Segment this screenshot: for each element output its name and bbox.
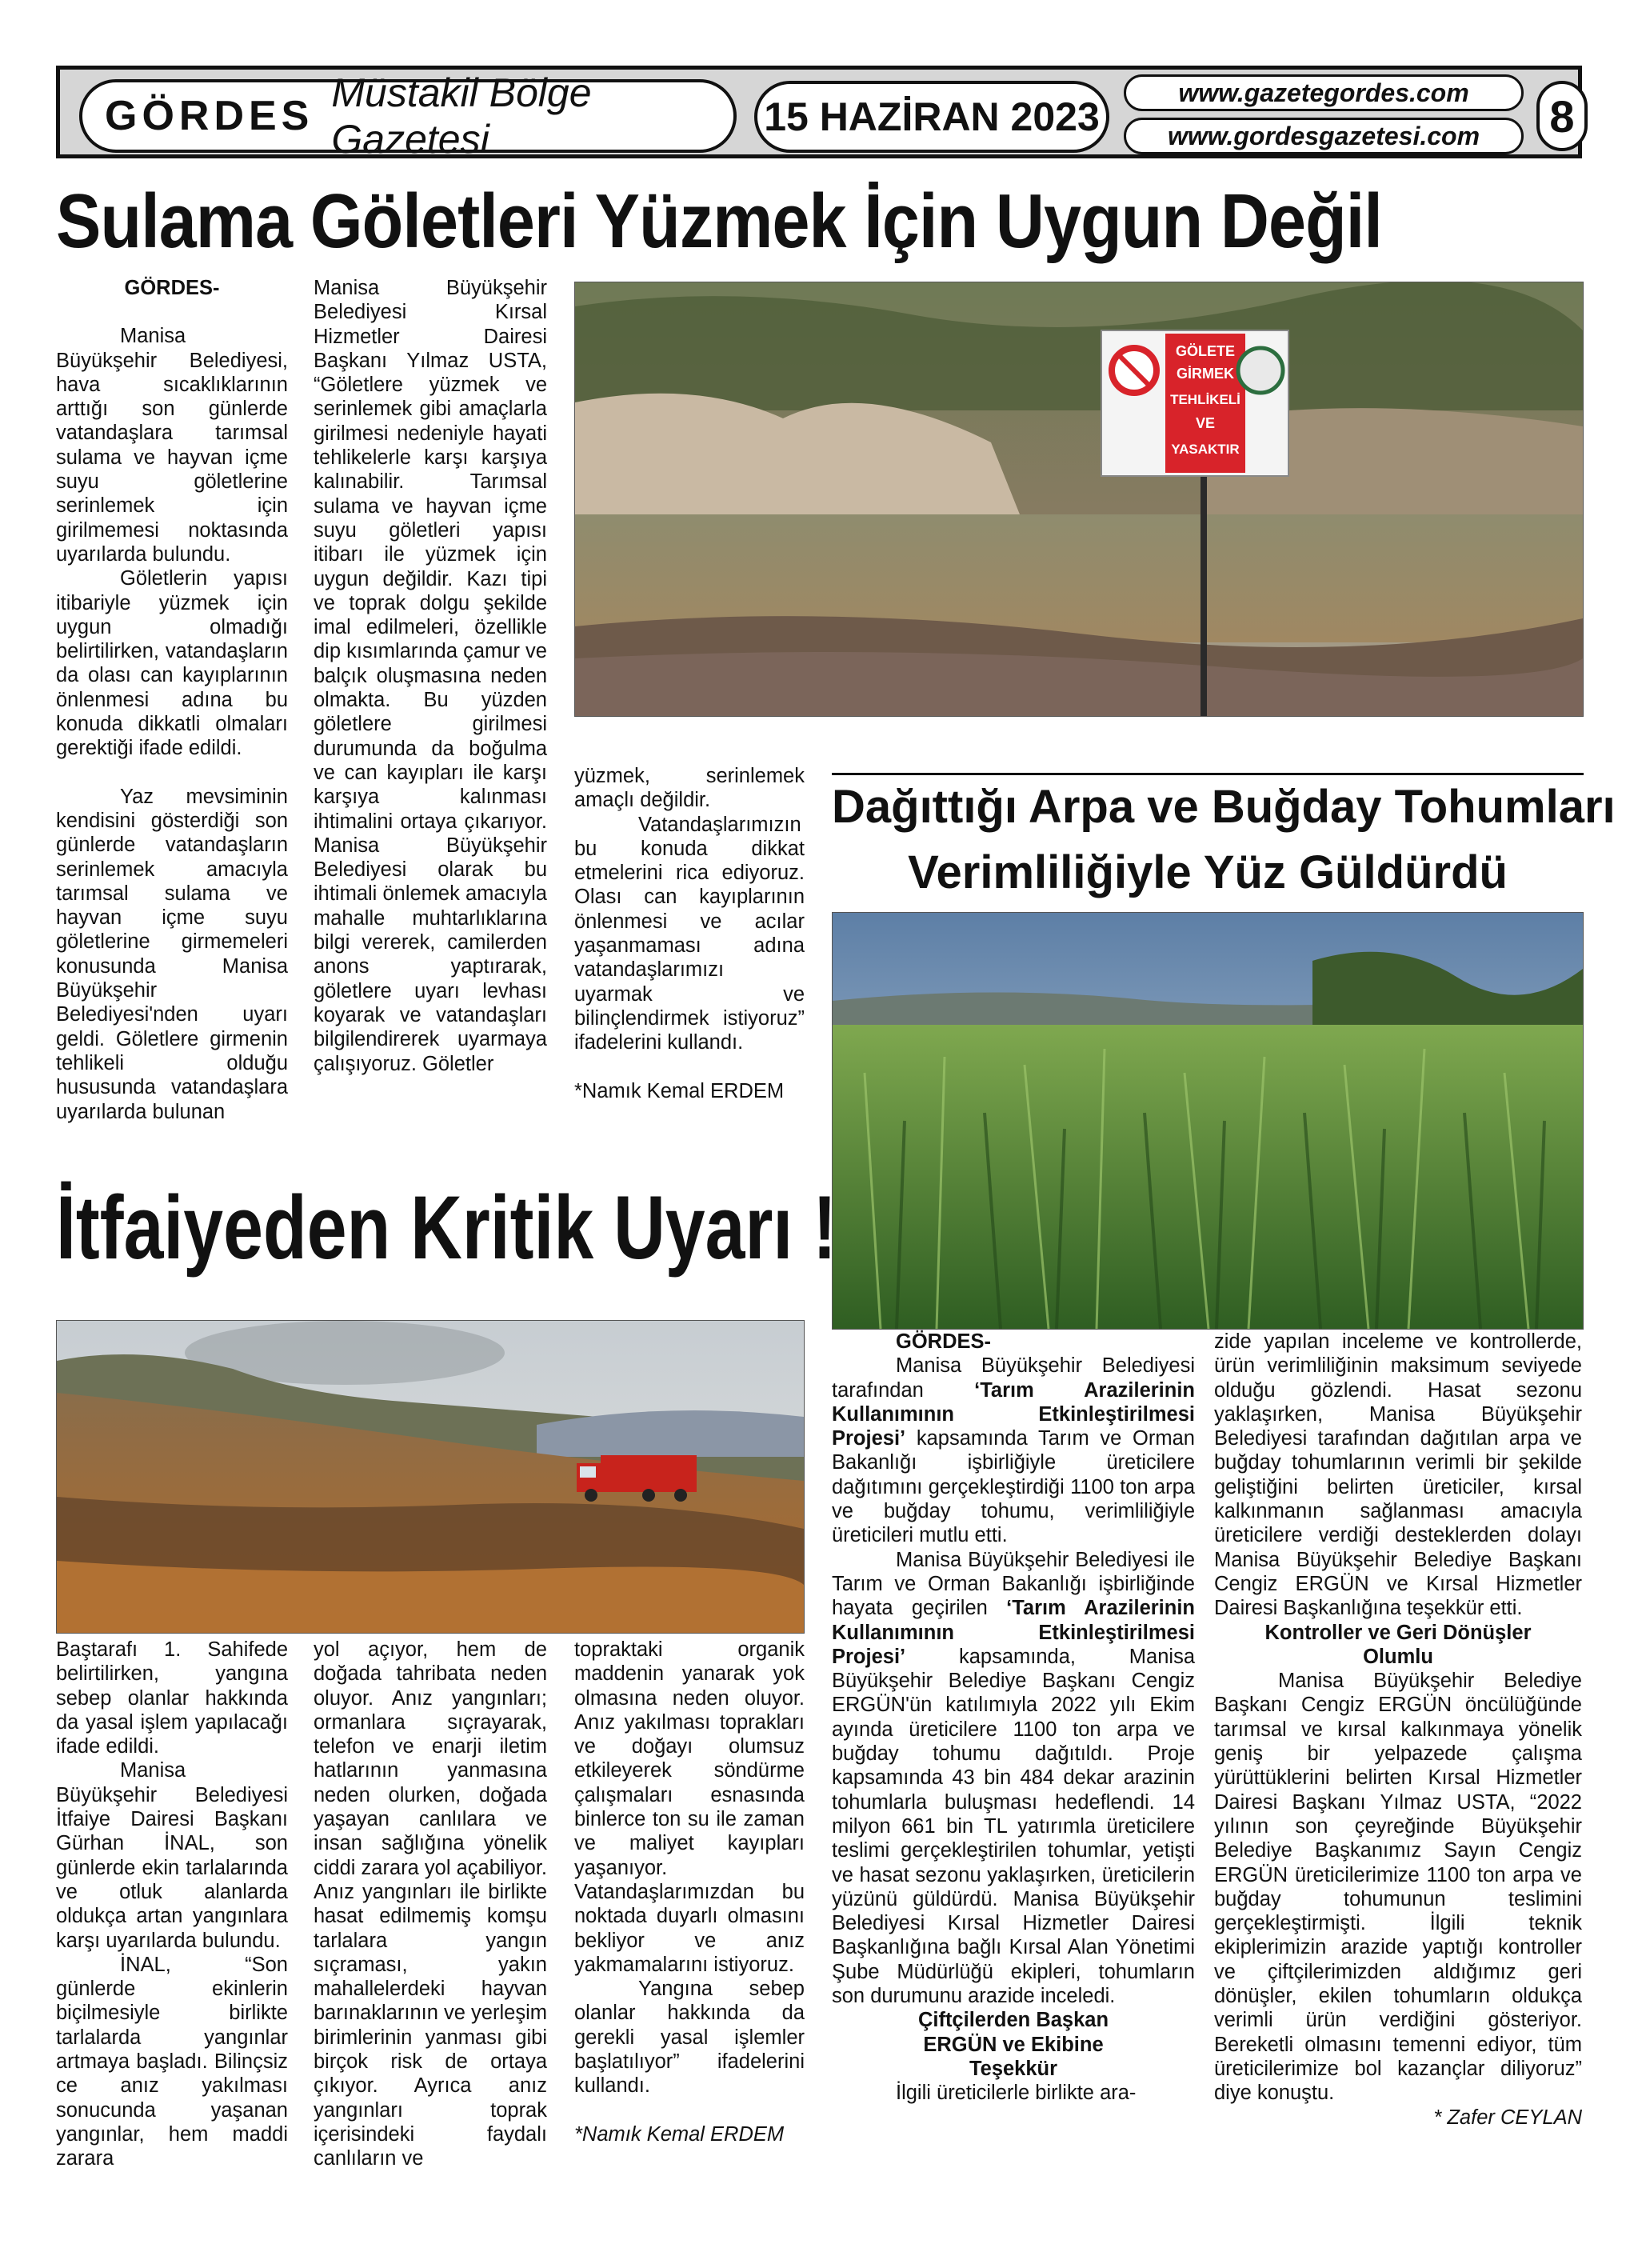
article3-column-1	[56, 1638, 288, 2171]
text-run: Manisa Büyükşehir Belediyesi tarafından	[832, 1354, 1195, 1402]
sign-line-2: GİRMEK	[1177, 366, 1234, 382]
byline: *Namık Kemal ERDEM	[574, 2122, 785, 2146]
byline: *Namık Kemal ERDEM	[574, 1079, 785, 1102]
paragraph: yüzmek, serinlemek amaçlı değildir.	[574, 765, 805, 812]
paragraph	[832, 1548, 1195, 2009]
wheat-field-photo	[832, 912, 1584, 1330]
dateline: GÖRDES-	[124, 277, 220, 299]
pond-warning-sign-photo	[574, 282, 1584, 717]
text-run: Manisa Büyükşehir Belediyesi ile Tarım ve Orman Bakanlığı işbirliğinde hayata geçirilen	[832, 1548, 1195, 1620]
paragraph: İlgili üreticilerle birlikte ara-	[896, 2082, 1137, 2105]
paper-subtitle: Müstakil Bölge Gazetesi	[331, 70, 592, 162]
website-link-2[interactable]: www.gordesgazetesi.com	[1124, 118, 1524, 154]
website-link-1[interactable]: www.gazetegordes.com	[1124, 74, 1524, 111]
headline-seeds-line-1: Dağıttığı Arpa ve Buğday Tohumları	[832, 781, 1616, 833]
page-number: 8	[1536, 81, 1588, 151]
paragraph: Yangına sebep olanlar hakkında da gerekli yasal işlemler başlatılıyor” ifadelerini kullandı.	[574, 1978, 805, 2098]
brand-box	[79, 70, 737, 162]
text-run: kapsamında, Manisa Büyükşehir Belediye Başkanı Cengiz ERGÜN'ün katılımıyla 2022 yılı Ekim ayında üreticilere 1100 ton arpa ve buğday tohumu dağıtıldı. Proje kapsamında 43 bin 484 dekar arazinin tohumlarla buluşması hedeflendi. 14 milyon 661 bin TL yatırımla üreticilere teslimi gerçekleştirilen tohumlar, yetişti ve hasat sezonu yaklaşırken, üreticilerin yüzünü güldürdü. Manisa Büyükşehir Belediyesi Kırsal Hizmetler Dairesi Başkanlığına bağlı Kırsal Alan Yönetimi Şube Müdürlüğü ekipleri, tohumların son durumunu arazide inceledi.	[832, 1645, 1195, 2008]
paragraph: Yaz mevsiminin kendisini gösterdiği son günlerde vatandaşların serinlemek amacıyla tarımsal sulama ve hayvan içme suyu göletlerine girmemeleri konusunda Manisa Büyükşehir Belediyesi'nden uyarı geldi. Göletlere girmenin tehlikeli olduğu hususunda vatandaşlara uyarılarda bulunan	[56, 785, 288, 1123]
dateline: GÖRDES-	[896, 1330, 992, 1353]
paragraph: Vatandaşlarımızın bu konuda dikkat etmelerini rica ediyoruz. Olası can kayıplarının önlenmesi ve acılar yaşanmaması adına vatandaşlarımızı uyarmak ve bilinçlendirmek istiyoruz” ifadelerini kullandı.	[574, 813, 805, 1054]
paragraph: Manisa Büyükşehir Belediyesi, hava sıcaklıklarının arttığı son günlerde vatandaşlara tarımsal sulama ve hayvan içme suyu göletlerine serinlemek için girilmemesi noktasında uyarılarda bulundu.	[56, 325, 288, 566]
paragraph: zide yapılan inceleme ve kontrollerde, ürün verimliliğinin maksimum seviyede olduğu gözlendi. Hasat sezonu yaklaşırken, Manisa Büyükşehir Belediyesi tarafından dağıtılan arpa ve buğday tohumlarının verimli bir şekilde geliştiğini belirten üreticiler, kırsal kalkınmanın sağlanması amacıyla üreticilere verdiği desteklerden dolayı Manisa Büyükşehir Belediye Başkanı Cengiz ERGÜN ve Kırsal Hizmetler Dairesi Başkanlığına teşekkür etti.	[1214, 1330, 1582, 1620]
sign-line-3: TEHLİKELİ	[1170, 392, 1240, 407]
paragraph: İNAL, “Son günlerde ekinlerin biçilmesiyle birlikte tarlalarda yangınlar artmaya başladı. Bilinçsiz ce anız yakılması sonucunda yaşanan yangınlar, hem maddi zarara	[56, 1953, 288, 2170]
sign-line-1: GÖLETE	[1175, 343, 1236, 359]
paragraph: Göletlerin yapısı itibariyle yüzmek için uygun olmadığı belirtilirken, vatandaşların da olası can kayıplarının önlenmesi adına bu konuda dikkatli olmaları gerektiği ifade edildi.	[56, 567, 288, 760]
masthead	[56, 66, 1582, 162]
article2-column-2	[1214, 1330, 1582, 2130]
paper-name: GÖRDES	[105, 93, 314, 139]
text-run: kapsamında Tarım ve Orman Bakanlığı işbirliğiyle üreticilere dağıtımını gerçekleştirdiği 1100 ton arpa ve buğday tohumu, verimliliğiyle üreticileri mutlu etti.	[832, 1427, 1195, 1547]
subheading: Çiftçilerden Başkan ERGÜN ve Ekibine Teşekkür	[917, 2009, 1109, 2080]
headline-seeds	[832, 774, 1616, 906]
paragraph: topraktaki organik maddenin yanarak yok olmasına neden oluyor. Anız yakılması toprakları ve doğayı olumsuz etkileyerek söndürme çalışmaları esnasında binlerce ton su ile zaman ve maliyet kayıpları yaşanıyor. Vatandaşlarımızdan bu noktada duyarlı olmasını bekliyor ve anız yakmamalarını istiyoruz.	[574, 1638, 805, 1976]
headline-fire: İtfaiyeden Kritik Uyarı !	[56, 1178, 837, 1278]
article1-column-2	[314, 276, 547, 1076]
fire-truck-field-photo	[56, 1320, 805, 1634]
byline: * Zafer CEYLAN	[1433, 2106, 1582, 2129]
project-name: ‘Tarım Arazilerinin Kullanımının Etkinleştirilmesi Projesi’	[832, 1378, 1195, 1450]
article3-column-2	[314, 1638, 547, 2171]
project-name: ‘Tarım Arazilerinin Kullanımının Etkinleştirilmesi Projesi’	[832, 1597, 1195, 1668]
article1-column-3	[574, 764, 805, 1103]
paragraph: Manisa Büyükşehir Belediye Başkanı Cengiz ERGÜN öncülüğünde tarımsal ve kırsal kalkınmaya yönelik geniş bir yelpazede çalışma yürüttüklerini belirten Kırsal Hizmetler Dairesi Başkanı Yılmaz USTA, “2022 yılının son çeyreğinde Büyükşehir Belediye Başkanımız Sayın Cengiz ERGÜN üreticilerimize 1100 ton arpa ve buğday tohumunun teslimini gerçekleştirmişti. İlgili teknik ekiplerimizin arazide yaptığı kontroller ve çiftçilerimizden aldığımız geri dönüşler, ekilen tohumların oldukça verimli ürün verdiğini gösteriyor. Bereketli olmasını temenni ediyor, tüm üreticilerimize bol kazançlar diliyoruz” diye konuştu.	[1214, 1670, 1582, 2105]
paragraph: Manisa Büyükşehir Belediyesi Kırsal Hizmetler Dairesi Başkanı Yılmaz USTA, “Göletlere yüzmek ve serinlemek gibi amaçlarla girilmesi nedeniyle hayati tehlikelerle karşı karşıya kalınabilir. Tarımsal sulama ve hayvan içme suyu göletleri yapısı itibarı ile yüzmek için uygun değildir. Kazı tipi ve toprak dolgu şekilde imal edilmeleri, özellikle dip kısımlarında çamur ve balçık oluşmasına neden olmakta. Bu yüzden göletlere girilmesi durumunda da boğulma ve can kayıpları ile karşı karşıya kalınması ihtimalini ortaya çıkarıyor. Manisa Büyükşehir Belediyesi olarak bu ihtimali önlemek amacıyla mahalle muhtarlıklarına bilgi vererek, camilerden anons yaptırarak, göletlere uyarı levhası koyarak ve vatandaşları bilgilendirerek uyarmaya çalışıyoruz. Göletler	[314, 277, 547, 1075]
sign-line-4: VE	[1195, 415, 1216, 431]
headline-ponds: Sulama Göletleri Yüzmek İçin Uygun Değil	[56, 178, 1382, 264]
paragraph: Baştarafı 1. Sahifede belirtilirken, yangına sebep olanlar hakkında da yasal işlem yapılacağı ifade edildi.	[56, 1638, 288, 1758]
article1-column-1	[56, 276, 288, 1124]
issue-date: 15 HAZİRAN 2023	[754, 81, 1109, 153]
article2-column-1	[832, 1330, 1195, 2106]
article3-column-3	[574, 1638, 805, 2146]
sign-line-5: YASAKTIR	[1171, 442, 1240, 457]
headline-seeds-line-2: Verimliliğiyle Yüz Güldürdü	[908, 846, 1508, 898]
subheading: Kontroller ve Geri Dönüşler Olumlu	[1264, 1621, 1532, 1668]
paragraph	[832, 1354, 1195, 1547]
paragraph: yol açıyor, hem de doğada tahribata neden oluyor. Anız yangınları; ormanlara sıçrayarak, telefon ve enarji iletim hatlarının yanmasına neden olurken, doğada yaşayan canlılara ve insan sağlığına yönelik ciddi zarara yol açabiliyor. Anız yangınları ile birlikte hasat edilmemiş komşu tarlalara yangın sıçraması, yakın mahallelerdeki hayvan barınaklarının ve yerleşim birimlerinin yanması gibi birçok risk de ortaya çıkıyor. Ayrıca anız yangınları toprak içerisindeki faydalı canlıların ve	[314, 1638, 547, 2170]
paragraph: Manisa Büyükşehir Belediyesi İtfaiye Dairesi Başkanı Gürhan İNAL, son günlerde ekin tarlalarında ve otluk alanlarda oldukça artan yangınlara karşı uyarılarda bulundu.	[56, 1759, 288, 1952]
